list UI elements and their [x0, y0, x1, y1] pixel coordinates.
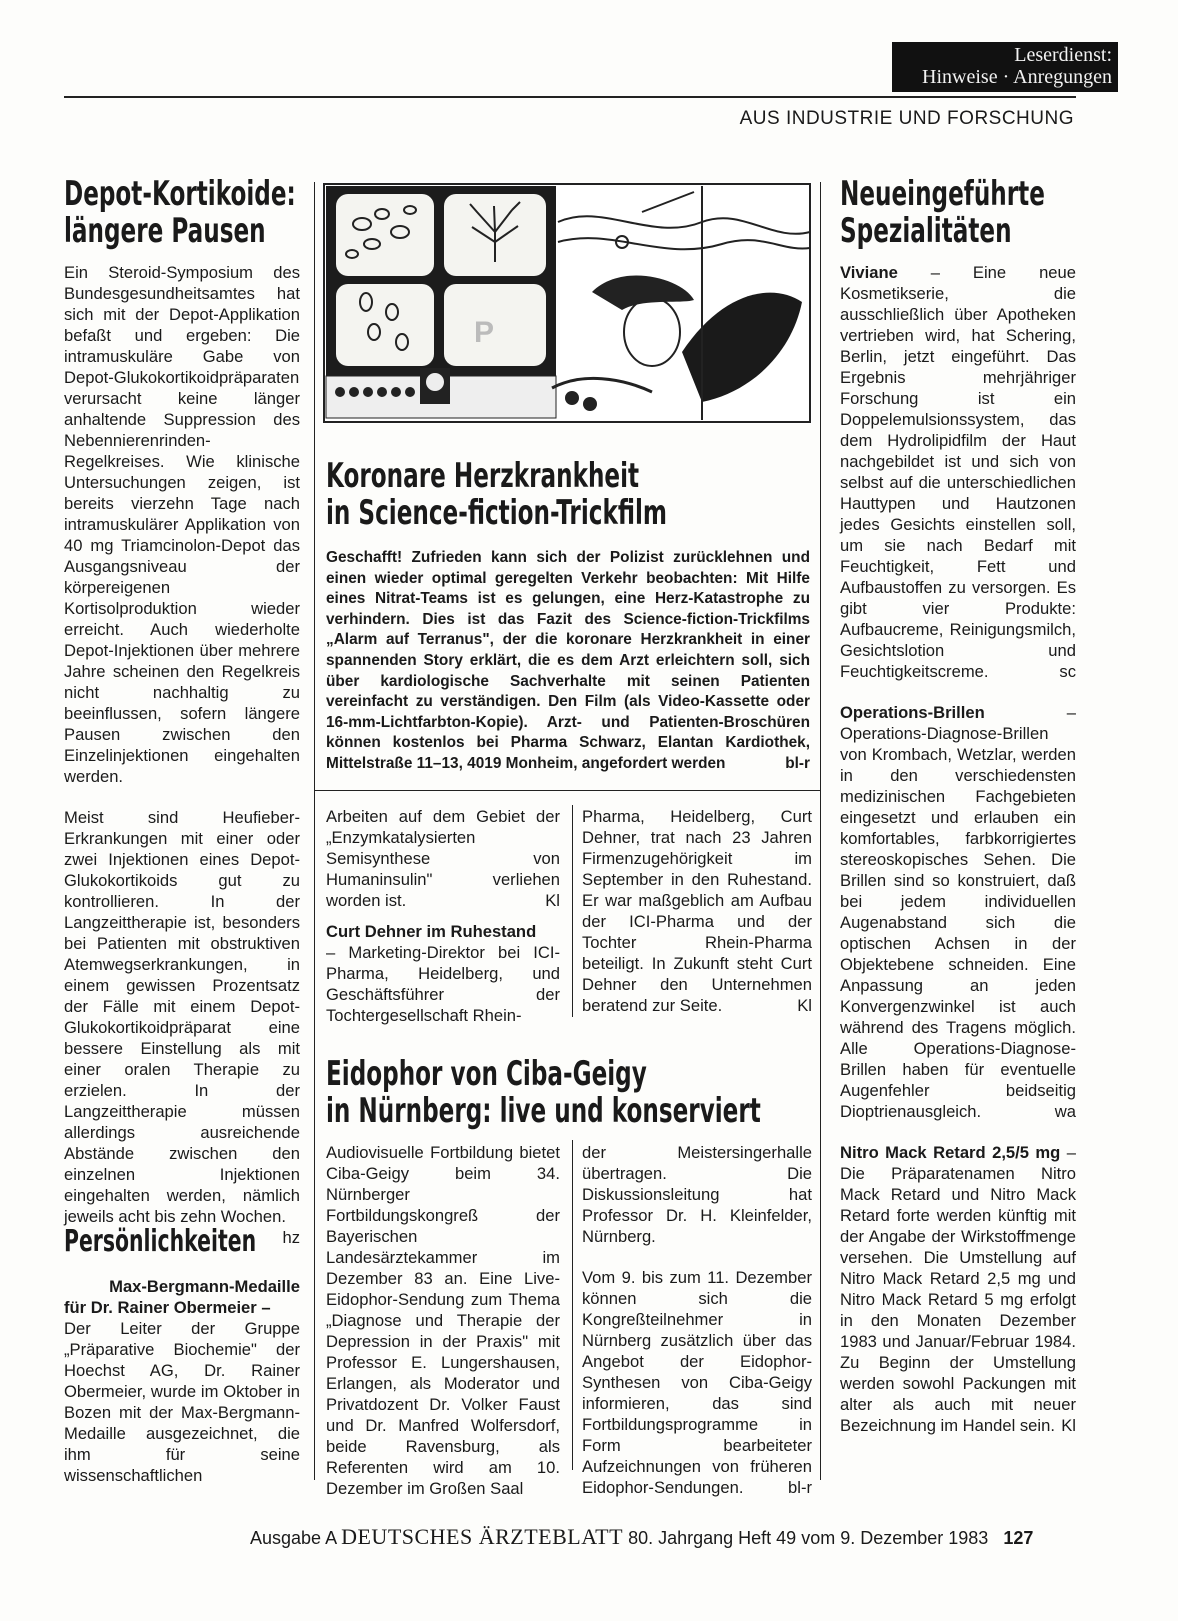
- footer-page-number: 127: [1003, 1528, 1034, 1548]
- op-brillen-paragraph: [840, 702, 1076, 1122]
- article-title-line1: Depot-Kortikoide:: [64, 174, 296, 214]
- author-signature: wa: [1054, 1102, 1076, 1121]
- section-kicker: AUS INDUSTRIE UND FORSCHUNG: [739, 108, 1074, 129]
- section-label-line1: Leserdienst:: [1014, 44, 1112, 66]
- persons-text: Der Leiter der Gruppe „Präparative Biochemie" der Hoechst AG, Dr. Rainer Obermeier, wurde im Oktober in Bozen mit der Max-Bergmann-Medaille ausgezeichnet, die ihm für seine wissenschaftlichen: [64, 1319, 300, 1485]
- persons-continued-text: [326, 806, 560, 911]
- eidophor-paragraph-2: [582, 1267, 812, 1498]
- persons-continued: [326, 806, 560, 1026]
- eidophor-paragraph-2-text: Vom 9. bis zum 11. Dezember können sich die Kongreßteilnehmer in Nürnberg zusätzlich über das Angebot der Eidophor-Synthesen von Ciba-Geigy informieren, das sind Fortbildungsprogramme in Form bearbeiteter Aufzeichnungen von früheren Eidophor-Sendungen.: [582, 1268, 812, 1497]
- article-neueingefuehrte: [840, 176, 1076, 250]
- trickfilm-lead: [326, 548, 810, 775]
- trickfilm-lead-text: Geschafft! Zufrieden kann sich der Polizist zurücklehnen und einen wieder optimal geregelten Verkehr beobachten: Mit Hilfe eines Nitrat-Teams ist es gelungen, eine Herz-Katastrophe zu verhindern. Dies ist das Fazit des Science-fiction-Trickfilms „Alarm auf Terranus", der die koronare Herzkrankheit in einer spannenden Story erklärt, die es dem Arzt erleichtern soll, sich über kardiologische Sachverhalte mit seinen Patienten vereinfacht zu verständigen. Den Film (als Video-Kassette oder 16-mm-Lichtfarbton-Kopie). Arzt- und Patienten-Broschüren können kostenlos bei Pharma Schwarz, Elantan Kardiothek, Mittelstraße 11–13, 4019 Monheim, angefordert werden: [326, 549, 810, 772]
- page-footer: [250, 1524, 1033, 1550]
- eidophor-col-a: Audiovisuelle Fortbildung bietet Ciba-Geigy beim 34. Nürnberger Fortbildungskongreß der Bayerischen Landesärztekammer im Dezember 83 an. Eine Live-Eidophor-Sendung zum Thema „Diagnose und Therapie der Depression in der Praxis" mit Professor E. Lungershausen, Erlangen, als Moderator und Privatdozent Dr. Volker Faust und Dr. Manfred Wolfersdorf, beide Ravensburg, als Referenten wird am 10. Dezember im Großen Saal: [326, 1143, 560, 1498]
- author-signature: Kl: [797, 996, 812, 1015]
- persons-title: Persönlichkeiten: [64, 1224, 257, 1259]
- dehner-continued-text: Pharma, Heidelberg, Curt Dehner, trat nach 23 Jahren Firmenzugehörigkeit im September in den Ruhestand. Er war maßgeblich am Aufbau der ICI-Pharma und der Tochter Rhein-Pharma beteiligt. In Zukunft steht Curt Dehner den Unternehmen beratend zur Seite.: [582, 807, 812, 1015]
- footer-issue: 80. Jahrgang Heft 49 vom 9. Dezember 1983: [628, 1528, 989, 1548]
- op-brillen-text: – Operations-Diagnose-Brillen von Krombach, Wetzlar, werden in den verschiedensten medizinischen Fachgebieten eingesetzt und erlauben ein komfortables, farbkorrigiertes stereoskopisches Sehen. Die Brillen sind so konstruiert, daß bei jedem individuellen Augenabstand sich die optischen Achsen in der Objektebene schneiden. Eine Anpassung an jeden Konvergenzwinkel ist auch während des Tragens möglich. Alle Operations-Diagnose-Brillen haben für eventuelle Augenfehler beidseitig Dioptrienausgleich.: [840, 703, 1076, 1121]
- depot-body: [64, 262, 300, 1248]
- article-koronare-herzkrankheit: [326, 458, 810, 532]
- eidophor-col-b: [582, 1142, 812, 1498]
- author-signature: bl-r: [785, 754, 810, 772]
- dehner-continued: [582, 806, 812, 1016]
- author-signature: hz: [282, 1228, 300, 1247]
- article-title-line2: längere Pausen: [64, 211, 266, 251]
- article-title-line2: in Nürnberg: live und konserviert: [326, 1091, 761, 1131]
- nitro-mack-name: Nitro Mack Retard 2,5/5 mg: [840, 1143, 1061, 1162]
- persons-continued-paragraph: Arbeiten auf dem Gebiet der „Enzymkatalysierten Semisynthese von Humaninsulin" verliehen worden ist.: [326, 807, 560, 910]
- article-title-line2: Spezialitäten: [840, 211, 1012, 251]
- footer-magazine: DEUTSCHES ÄRZTEBLATT: [341, 1524, 624, 1549]
- viviane-text: – Eine neue Kosmetikserie, die ausschließlich über Apotheken vertrieben wird, hat Schering, Berlin, jetzt eingeführt. Das Ergebnis mehrjähriger Forschung ist ein Doppelemulsionssystem, das dem Hydrolipidfilm der Haut nachgebildet ist und sich von selbst auf die unterschiedlichen Hauttypen und Hautzonen jedes Gesichts einstellen soll, um sie nach Bedarf mit Feuchtigkeit, Fett und Aufbaustoffen zu versorgen. Es gibt vier Produkte: Aufbaucreme, Reinigungsmilch, Gesichtslotion und Feuchtigkeitscreme.: [840, 263, 1076, 681]
- dehner-title: Curt Dehner im Ruhestand: [326, 922, 537, 941]
- article-title-line2: in Science-fiction-Trickfilm: [326, 493, 667, 533]
- depot-paragraph-2-text: Meist sind Heufieber-Erkrankungen mit einer oder zwei Injektionen eines Depot-Glukokortikoids gut zu kontrollieren. In der Langzeittherapie ist, besonders bei Patienten mit obstruktiven Atemwegserkrankungen, in einem gewissen Prozentsatz der Fälle mit einem Depot-Glukokortikoidpräparat eine bessere Einstellung als mit einer oralen Therapie zu erzielen. In der Langzeittherapie müssen allerdings ausreichende Abstände zwischen den einzelnen Injektionen eingehalten werden, nämlich jeweils acht bis zehn Wochen.: [64, 808, 300, 1226]
- screen-letter: P: [473, 316, 495, 349]
- viviane-paragraph: [840, 262, 1076, 682]
- article-title-line1: Koronare Herzkrankheit: [326, 456, 640, 496]
- author-signature: Kl: [1061, 1416, 1076, 1435]
- author-signature: bl-r: [788, 1478, 812, 1497]
- persons-body: [64, 1276, 300, 1486]
- eidophor-paragraph-1: der Meistersingerhalle übertragen. Die Diskussionsleitung hat Professor Dr. H. Kleinfelder, Nürnberg.: [582, 1143, 812, 1246]
- article-depot-kortikoide: [64, 176, 300, 250]
- illustration-drawing: [322, 182, 812, 424]
- author-signature: sc: [1059, 662, 1076, 681]
- column-divider-right: [820, 182, 821, 1480]
- nitro-mack-text: – Die Präparatenamen Nitro Mack Retard und Nitro Mack Retard forte werden künftig mit der Angabe der Wirkstoffmenge versehen. Die Umstellung auf Nitro Mack Retard 2,5 mg und Nitro Mack Retard 5 mg erfolgt in den Monaten Dezember 1983 und Januar/Februar 1984. Zu Beginn der Umstellung werden sowohl Packungen mit alter als auch mit neuer Bezeichnung im Handel sein.: [840, 1143, 1076, 1435]
- viviane-name: Viviane: [840, 263, 898, 282]
- nitro-mack-paragraph: [840, 1142, 1076, 1436]
- section-label-box: [892, 42, 1118, 92]
- dehner-text: – Marketing-Direktor bei ICI-Pharma, Heidelberg, und Geschäftsführer der Tochtergesellschaft Rhein-: [326, 943, 560, 1025]
- box-rule-bottom: [314, 790, 820, 791]
- eidophor-column-divider: [572, 1140, 573, 1470]
- author-signature: Kl: [545, 891, 560, 910]
- persons-subtitle-2: für Dr. Rainer Obermeier –: [64, 1298, 271, 1317]
- article-eidophor: [326, 1056, 810, 1130]
- trickfilm-illustration: [322, 182, 812, 424]
- footer-edition: Ausgabe A: [250, 1528, 337, 1548]
- article-title-line1: Neueingeführte: [840, 174, 1045, 214]
- depot-paragraph-1: Ein Steroid-Symposium des Bundesgesundheitsamtes hat sich mit der Depot-Applikation befaßt und ergeben: Die intramuskuläre Gabe von Depot-Glukokortikoidpräparaten verursacht keine länger anhaltende Suppression des Nebennierenrinden-Regelkreises. Wie klinische Untersuchungen zeigen, ist bereits vierzehn Tage nach intramuskulärer Applikation von 40 mg Triamcinolon-Depot das Ausgangsniveau der körpereigenen Kortisolproduktion wieder erreicht. Auch wiederholte Depot-Injektionen über mehrere Jahre scheinen den Regelkreis nicht nachhaltig zu beeinflussen, sofern längere Pausen zwischen den Einzelinjektionen eingehalten werden.: [64, 263, 300, 786]
- article-title-line1: Eidophor von Ciba-Geigy: [326, 1054, 647, 1094]
- section-label-line2: Hinweise · Anregungen: [922, 66, 1112, 88]
- dehner-column-divider: [572, 805, 573, 1017]
- op-brillen-name: Operations-Brillen: [840, 703, 985, 722]
- specialties-body: [840, 262, 1076, 1456]
- header-rule: [64, 96, 1076, 98]
- persons-subtitle-1: Max-Bergmann-Medaille: [109, 1277, 300, 1296]
- column-divider-left: [314, 182, 315, 1480]
